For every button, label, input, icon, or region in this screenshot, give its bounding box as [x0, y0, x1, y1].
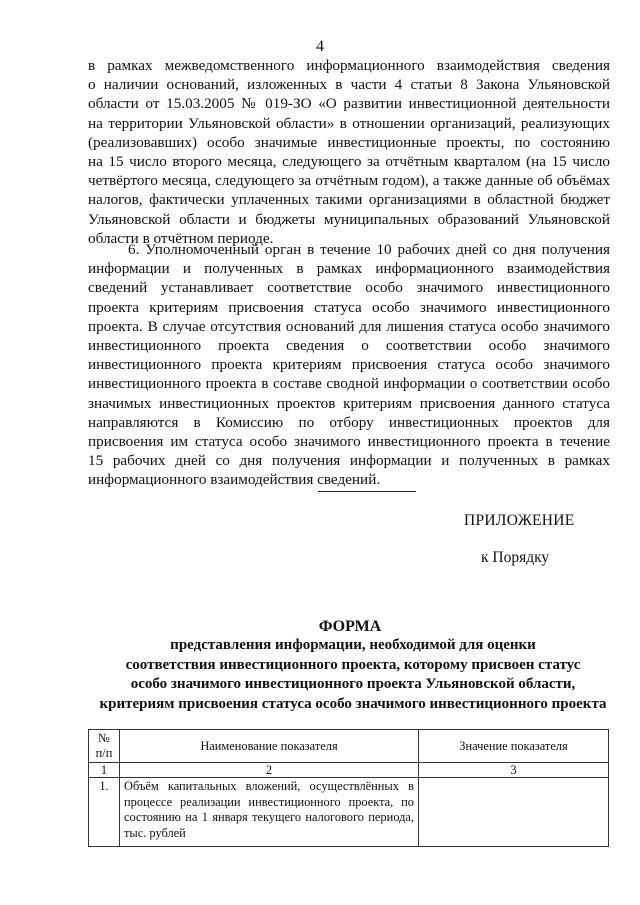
header-name: Наименование показателя [120, 730, 419, 763]
table-header-row [89, 730, 609, 763]
form-subtitle-line: соответствия инвестиционного проекта, которому присвоен статус [125, 656, 581, 673]
table-row [89, 778, 609, 847]
appendix-title: ПРИЛОЖЕНИЕ [464, 512, 575, 529]
text-line: четвёртого месяца, следующего за отчётным годом), а также данные об объёмах [88, 172, 610, 190]
text-line: о наличии оснований, изложенных в части 4 статьи 8 Закона Ульяновской [88, 76, 610, 94]
text-line: информационного взаимодействия сведений. [88, 471, 381, 489]
text-line: 15 рабочих дней со дня получения информации и полученных в рамках [88, 452, 610, 470]
text-line: инвестиционного проекта сведения о соответствии особо значимого [88, 337, 610, 355]
row-num: 1. [89, 778, 120, 847]
form-subtitle-line: особо значимого инвестиционного проекта Ульяновской области, [130, 676, 576, 693]
text-line: Ульяновской области и бюджеты муниципальных образований Ульяновской [88, 210, 610, 228]
paragraph-6 [88, 240, 610, 490]
text-line: на 15 число второго месяца, следующего за отчётным кварталом (на 15 число [88, 153, 610, 171]
row-indicator-value [419, 778, 609, 847]
row-indicator-name: Объём капитальных вложений, осуществлённых в процессе реализации инвестиционного проекта, по состоянию на 1 января текущего налогового периода, тыс. рублей [120, 778, 419, 847]
text-line: (реализовавших) особо значимые инвестиционные проекты, по состоянию [88, 133, 610, 151]
form-title: ФОРМА [318, 618, 382, 635]
section-divider [318, 491, 416, 492]
text-line: на территории Ульяновской области» в отношении организаций, реализующих [88, 114, 610, 132]
column-number: 3 [419, 763, 609, 778]
text-line: значимых инвестиционных проектов критериям присвоения данного статуса [88, 394, 610, 412]
text-line: области в отчётном периоде. [88, 229, 274, 247]
text-line: инвестиционного проекта критериям присвоения статуса особо значимого [88, 356, 610, 374]
text-line: проекта. В случае отсутствия оснований для лишения статуса особо значимого [88, 317, 610, 335]
page-number: 4 [316, 38, 324, 55]
text-line: сведений устанавливает соответствие особо значимого инвестиционного [88, 279, 610, 297]
header-num: № п/п [89, 730, 120, 763]
text-line: информации и полученных в рамках информационного взаимодействия [88, 260, 610, 278]
text-line: налогов, фактически уплаченных такими организациями в областной бюджет [88, 191, 610, 209]
form-subtitle [80, 636, 626, 714]
text-line: инвестиционного проекта в составе сводной информации о соответствии особо [88, 375, 610, 393]
paragraph-5-continuation [88, 56, 610, 248]
form-subtitle-line: критериям присвоения статуса особо значимого инвестиционного проекта [99, 695, 607, 712]
column-number: 1 [89, 763, 120, 778]
text-line: области от 15.03.2005 № 019-ЗО «О развитии инвестиционной деятельности [88, 95, 610, 113]
form-subtitle-line: представления информации, необходимой для оценки [170, 637, 536, 653]
appendix-subtitle: к Порядку [481, 549, 550, 566]
text-line: 6. Уполномоченный орган в течение 10 рабочих дней со дня получения [128, 241, 610, 258]
table-column-numbers-row [89, 763, 609, 778]
text-line: в рамках межведомственного информационного взаимодействия сведения [88, 57, 610, 74]
column-number: 2 [120, 763, 419, 778]
text-line: проекта критериям присвоения статуса особо значимого инвестиционного [88, 298, 610, 316]
indicators-table [88, 729, 609, 847]
text-line: присвоения им статуса особо значимого инвестиционного проекта в течение [88, 433, 610, 451]
text-line: направляются в Комиссию по отбору инвестиционных проектов для [88, 413, 610, 431]
header-value: Значение показателя [419, 730, 609, 763]
